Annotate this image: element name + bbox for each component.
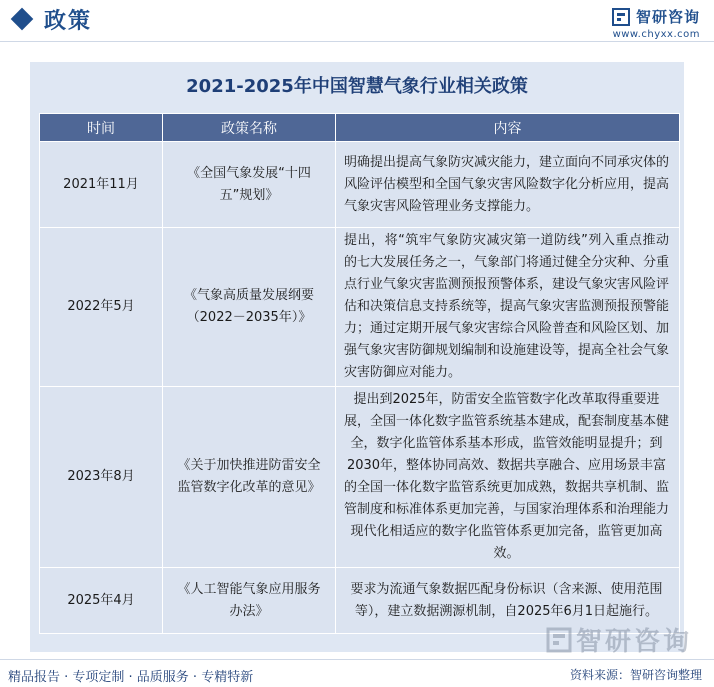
cell-content: 提出，将“筑牢气象防灾减灾第一道防线”列入重点推动的七大发展任务之一，气象部门将通过健全分灾种、分重点行业气象灾害监测预报预警体系，建设气象灾害风险评估和决策信息支持系统等，提高气象灾害监测预报预警能力；通过定期开展气象灾害综合风险普查和风险区划、加强气象灾害防御规划编制和设施建设等，提高全社会气象灾害防御应对能力。 (336, 228, 680, 387)
table-row (40, 228, 680, 387)
diamond-icon (11, 8, 34, 31)
footer-tagline: 精品报告 · 专项定制 · 品质服务 · 专精特新 (8, 670, 254, 685)
panel-title: 2021-2025年中国智慧气象行业相关政策 (186, 76, 528, 97)
column-header-content: 内容 (336, 114, 680, 142)
page-title: 政策 (44, 9, 93, 34)
cell-time: 2021年11月 (40, 142, 163, 228)
cell-time: 2022年5月 (40, 228, 163, 387)
brand-url[interactable]: www.chyxx.com (612, 29, 700, 40)
footer-divider (0, 659, 714, 660)
footer-logo-icon (546, 627, 572, 653)
column-header-time: 时间 (40, 114, 163, 142)
footer-logo-name: 智研咨询 (575, 627, 692, 657)
cell-content: 明确提出提高气象防灾减灾能力，建立面向不同承灾体的风险评估模型和全国气象灾害风险数字化分析应用，提高气象灾害风险管理业务支撑能力。 (336, 142, 680, 228)
brand-logo-icon (612, 8, 630, 26)
cell-time: 2023年8月 (40, 387, 163, 568)
table-row (40, 142, 680, 228)
cell-policy-name: 《关于加快推进防雷安全监管数字化改革的意见》 (163, 387, 336, 568)
brand-block (612, 6, 700, 40)
cell-content: 要求为流通气象数据匹配身份标识（含来源、使用范围等），建立数据溯源机制，自2025年6月1日起施行。 (336, 568, 680, 634)
column-header-name: 政策名称 (163, 114, 336, 142)
cell-policy-name: 《气象高质量发展纲要（2022－2035年）》 (163, 228, 336, 387)
footer-logo (546, 621, 692, 658)
header-divider (0, 41, 714, 42)
table-header-row (40, 114, 680, 142)
policy-table (39, 113, 680, 634)
page-footer (0, 627, 714, 687)
brand-name: 智研咨询 (635, 8, 700, 26)
source-note: 资料来源：智研咨询整理 (569, 668, 702, 682)
table-row (40, 387, 680, 568)
cell-time: 2025年4月 (40, 568, 163, 634)
page-header (0, 0, 714, 44)
cell-policy-name: 《全国气象发展“十四五”规划》 (163, 142, 336, 228)
cell-content: 提出到2025年，防雷安全监管数字化改革取得重要进展，全国一体化数字监管系统基本建成，配套制度基本健全，数字化监管体系基本形成，监管效能明显提升；到2030年，整体协同高效、数据共享融合、应用场景丰富的全国一体化数字监管系统更加成熟，数据共享机制、监管制度和标准体系更加完善，与国家治理体系和治理能力现代化相适应的数字化监管体系更加完备，监管更加高效。 (336, 387, 680, 568)
policy-panel (30, 62, 684, 652)
cell-policy-name: 《人工智能气象应用服务办法》 (163, 568, 336, 634)
